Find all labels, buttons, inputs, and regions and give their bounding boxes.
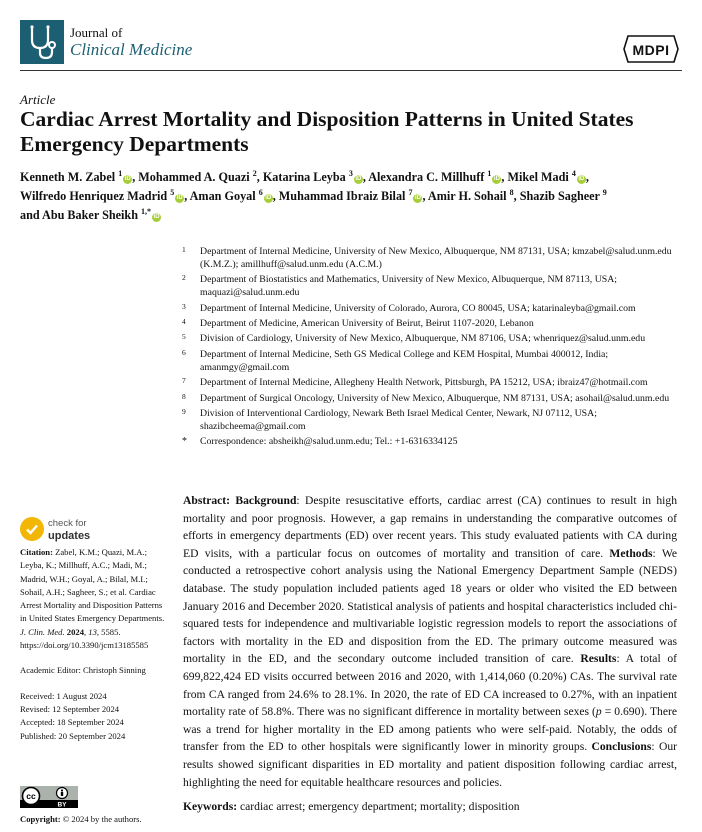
copyright-text: © 2024 by the authors. [62,814,142,824]
affiliation-number: 8 [182,391,186,401]
author-affiliation-number: 8 [509,187,514,197]
author-affiliation-number: 4 [571,168,576,178]
results-label: Results [580,652,617,666]
copyright [20,814,170,824]
results-text-part1: : A total of 699,822,424 ED visits occurred between 2016 and 2020, with 1,414,060 (0.20%) CAs. The survival rate from CA ranged from 24.6% to 28.1%. In 2020, the rate of ED CA increased to 0.27%, with an inpatient mortality rate of 58.8%. There was no significant difference in mortality between sexes ( [183,652,677,719]
author-name[interactable]: Kenneth M. Zabel [20,170,116,184]
orcid-icon[interactable]: iD [578,176,585,182]
conclusions-label: Conclusions [591,740,652,754]
affiliation-text: Department of Internal Medicine, University of New Mexico, Albuquerque, NM 87131, USA; kmzabel@salud.unm.edu (K.M.Z.); amillhuff@salud.unm.edu (A.C.M.) [200,246,672,270]
article-info-sidebar [20,546,170,743]
conclusions-text: : Our results showed significant disparities in ED mortality and patient disposition following cardiac arrest, highlighting the need for equitable healthcare resources and policies. [183,740,677,789]
affiliation-item [182,274,687,300]
affiliation-text: Department of Internal Medicine, University of Colorado, Aurora, CO 80045, USA; katarinaleyba@gmail.com [200,302,636,314]
author-affiliation-number: 1,* [141,206,152,216]
author-separator: , [585,170,589,184]
author-separator: , [422,189,428,203]
published-date: Published: 20 September 2024 [20,730,126,741]
article-type: Article [20,92,56,107]
affiliations-list [182,246,687,452]
abstract-label: Abstract: [183,494,231,507]
orcid-icon[interactable]: iD [265,195,272,201]
author-name[interactable]: Wilfredo Henriquez Madrid [20,189,168,203]
author-affiliation-number: 9 [602,187,607,197]
affiliation-item [182,377,687,390]
affiliation-text: Department of Internal Medicine, Allegheny Health Network, Pittsburgh, PA 15212, USA; ibraiz47@hotmail.com [200,377,648,389]
author-affiliation-number: 6 [258,187,263,197]
citation-volume: 13 [88,626,97,637]
affiliation-number: 5 [182,332,186,342]
results-text-part2: = 0.690). There was a trend for higher mortality in the ED among patients who were self-paid. Notably, the odds of transfer from the ED to other hospitals were significantly lower in minority groups. [183,705,677,754]
check-updates-line2: updates [48,530,91,542]
accepted-date: Accepted: 18 September 2024 [20,717,124,728]
article-title: Cardiac Arrest Mortality and Disposition Patterns in United States Emergency Departments [20,107,634,156]
author-separator: , [513,189,520,203]
author-name[interactable]: Katarina Leyba [262,170,346,184]
affiliation-item [182,318,687,331]
cc-text: cc [26,791,36,801]
affiliation-number: 4 [182,317,186,327]
affiliation-text: Department of Internal Medicine, Seth GS Medical College and KEM Hospital, Mumbai 400012, India; amanmgy@gmail.com [200,348,609,373]
affiliation-item [182,303,687,316]
author-separator: , [184,189,190,203]
academic-editor: Academic Editor: Christoph Sinning [20,665,146,676]
citation-year: 2024 [66,626,84,637]
author-name[interactable]: and Abu Baker Sheikh [20,208,138,222]
author-name[interactable]: Aman Goyal [189,189,256,203]
author-name[interactable]: Shazib Sagheer [519,189,600,203]
affiliation-text: Correspondence: absheikh@salud.unm.edu; Tel.: +1-6316334125 [200,436,458,448]
orcid-icon[interactable]: iD [355,176,362,182]
methods-text: : We conducted a retrospective cohort analysis using the National Emergency Department Sample (NEDS) database. The study population included patients aged 18 years or older who visited the ED between January 2016 and December 2020. Statistical analysis of patients and hospital characteristics included chi-squared tests for independence and multivariable logistic regression models to report the associations of factors with mortality in the ED and disposition from the ED. The primary outcome measured was mortality in the ED, and the secondary outcome included transition of care. [183,546,677,666]
by-text: BY [57,801,67,808]
revised-date: Revised: 12 September 2024 [20,703,120,714]
affiliation-text: Division of Interventional Cardiology, Newark Beth Israel Medical Center, Newark, NJ 07112, USA; shazibcheema@gmail.com [200,407,597,432]
author-name[interactable]: Alexandra C. Millhuff [368,170,485,184]
orcid-icon[interactable]: iD [414,195,421,201]
affiliation-item [182,436,687,449]
author-name[interactable]: Muhammad Ibraiz Bilal [278,189,406,203]
affiliation-number: 3 [182,301,186,311]
affiliation-text: Department of Medicine, American University of Beirut, Beirut 1107-2020, Lebanon [200,318,534,330]
affiliation-number: 9 [182,406,186,416]
citation-journal: J. Clin. Med. [20,626,65,637]
check-updates-icon [20,517,44,541]
author-affiliation-number: 7 [408,187,413,197]
copyright-label: Copyright: [20,814,61,824]
author-separator: , [132,170,139,184]
affiliation-text: Department of Biostatistics and Mathematics, University of New Mexico, Albuquerque, NM 87113, USA; maquazi@salud.unm.edu [200,274,618,299]
author-separator: , [362,170,369,184]
author-affiliation-number: 3 [348,168,353,178]
affiliation-item [182,408,687,434]
background-text: : Despite resuscitative efforts, cardiac arrest (CA) continues to result in high mortality and poor prognosis. However, a gap remains in understanding the comparative outcomes of efforts in emergency departments (ED) over recent years. This study evaluated patients with CA during ED visits, with a particular focus on outcomes of mortality and transition of care. [183,494,677,560]
author-affiliation-number: 5 [170,187,175,197]
author-list [20,168,690,225]
affiliation-number: 6 [182,347,186,357]
affiliation-item [182,246,687,272]
author-separator: , [272,189,279,203]
journal-name-line2: Clinical Medicine [70,40,193,59]
journal-name-line1: Journal of [70,25,123,40]
author-name[interactable]: Mohammed A. Quazi [138,170,250,184]
orcid-icon[interactable]: iD [176,195,183,201]
author-name[interactable]: Mikel Madi [507,170,569,184]
author-separator: , [501,170,508,184]
orcid-icon[interactable]: iD [124,176,131,182]
keywords-label: Keywords: [183,800,238,813]
journal-logo-icon [20,20,64,64]
author-affiliation-number: 1 [487,168,492,178]
citation-text: Zabel, K.M.; Quazi, M.A.; Leyba, K.; Millhuff, A.C.; Madi, M.; Madrid, W.H.; Goyal, A.; Bilal, M.I.; Sohail, A.H.; Sagheer, S.; et al. Cardiac Arrest Mortality and Disposition Patterns in United States Emergency Departments. [20,547,165,624]
publisher-name: MDPI [632,42,670,58]
citation-doi-link[interactable]: , 5585. https://doi.org/10.3390/jcm13185585 [20,626,149,651]
mdpi-logo [622,34,680,64]
cc-by-license-icon[interactable] [20,786,78,808]
journal-name [70,24,192,58]
check-updates-line1: check for [48,518,87,529]
author-affiliation-number: 1 [118,168,123,178]
received-date: Received: 1 August 2024 [20,690,107,701]
affiliation-number: 7 [182,376,186,386]
keywords [183,800,677,813]
affiliation-item [182,333,687,346]
affiliation-number: 1 [182,245,186,254]
keywords-text: cardiac arrest; emergency department; mortality; disposition [240,800,520,813]
citation: Citation: Zabel, K.M.; Quazi, M.A.; Leyba, K.; Millhuff, A.C.; Madi, M.; Madrid, W.H.; Goyal, A.; Bilal, M.I.; Sohail, A.H.; Sagheer, S.; et al. Cardiac Arrest Mortality and Disposition Patterns in United States Emergency Departments. J. Clin. Med. 2024, 13, 5585. https://doi.org/10.3390/jcm13185585 [20,547,165,651]
orcid-icon[interactable]: iD [493,176,500,182]
affiliation-number: * [182,436,187,448]
abstract [183,492,677,791]
affiliation-number: 2 [182,273,186,283]
check-for-updates-button[interactable] [20,517,140,543]
orcid-icon[interactable]: iD [153,214,160,220]
methods-label: Methods [609,546,653,560]
header-divider [20,70,682,71]
results-p-value-symbol: p [595,705,602,719]
citation-label: Citation: [20,547,53,557]
affiliation-item [182,393,687,406]
affiliation-text: Department of Surgical Oncology, University of New Mexico, Albuquerque, NM 87131, USA; asohail@salud.unm.edu [200,392,670,404]
background-label: Background [235,494,297,507]
author-name[interactable]: Amir H. Sohail [427,189,507,203]
author-separator: , [256,170,263,184]
author-affiliation-number: 2 [252,168,257,178]
affiliation-item [182,349,687,375]
affiliation-text: Division of Cardiology, University of New Mexico, Albuquerque, NM 87106, USA; whenriquez@salud.unm.edu [200,333,646,345]
